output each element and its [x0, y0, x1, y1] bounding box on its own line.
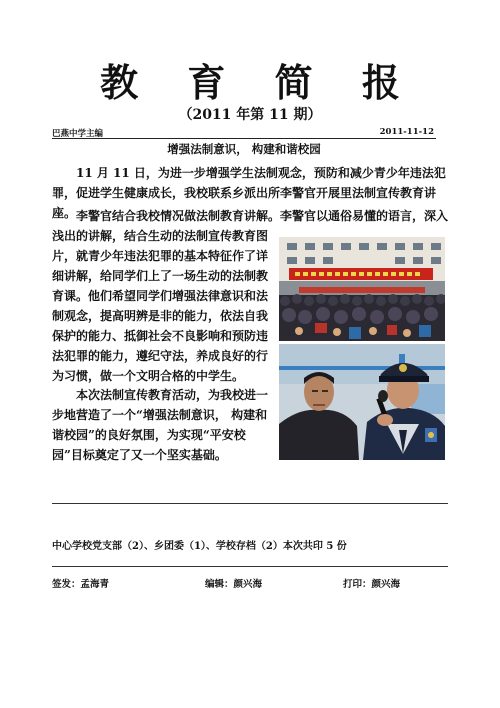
content-divider	[52, 503, 448, 504]
header-divider	[52, 138, 436, 139]
article-paragraph-3: 本次法制宣传教育活动，为我校进一步地营造了一个“增强法制意识， 构建和谐校园”的良好氛围，为实现“平安校园”目标奠定了又一个坚实基础。	[52, 388, 269, 462]
article-paragraph-2-rest: 浅出的讲解，结合生动的法制宣传教育图片，就青少年违法犯罪的基本特征作了详细讲解，给同学们上了一场生动的法制教育课。他们希望同学们增强法律意识和法制观念，提高明辨是非的能力，依法自我保护的能力、抵御社会不良影响和预防违法犯罪的能力，遵纪守法，养成良好的行为习惯，做一个文明合格的中学生。	[52, 229, 269, 383]
newsletter-title: 教 育 简 报	[100, 60, 418, 105]
publisher: 巴燕中学主编	[52, 129, 104, 139]
footer-divider	[52, 566, 448, 567]
lecture-hall-photo	[279, 237, 445, 341]
issue-date: 2011-11-12	[379, 127, 434, 137]
distribution-list: 中心学校党支部（2）、乡团委（1）、学校存档（2）本次共印 5 份	[52, 541, 347, 552]
article-paragraph-1: 11 月 11 日，为进一步增强学生法制观念，预防和减少青少年违法犯罪，促进学生健康成长，我校联系乡派出所李警官开展里法制宣传教育讲座。	[52, 166, 446, 220]
issue-number: （2011 年第 11 期）	[178, 107, 322, 123]
meta-row	[52, 127, 434, 138]
printer: 打印：颜兴海	[343, 579, 401, 590]
footer	[52, 576, 448, 590]
issuer: 签发：孟海青	[52, 579, 110, 590]
police-officer-photo	[279, 344, 445, 460]
editor: 编辑：颜兴海	[205, 579, 263, 590]
article-paragraph-2-lead: 李警官结合我校情况做法制教育讲解。李警官以通俗易懂的语言，深入	[76, 209, 449, 223]
article-headline: 增强法制意识， 构建和谐校园	[167, 142, 321, 156]
